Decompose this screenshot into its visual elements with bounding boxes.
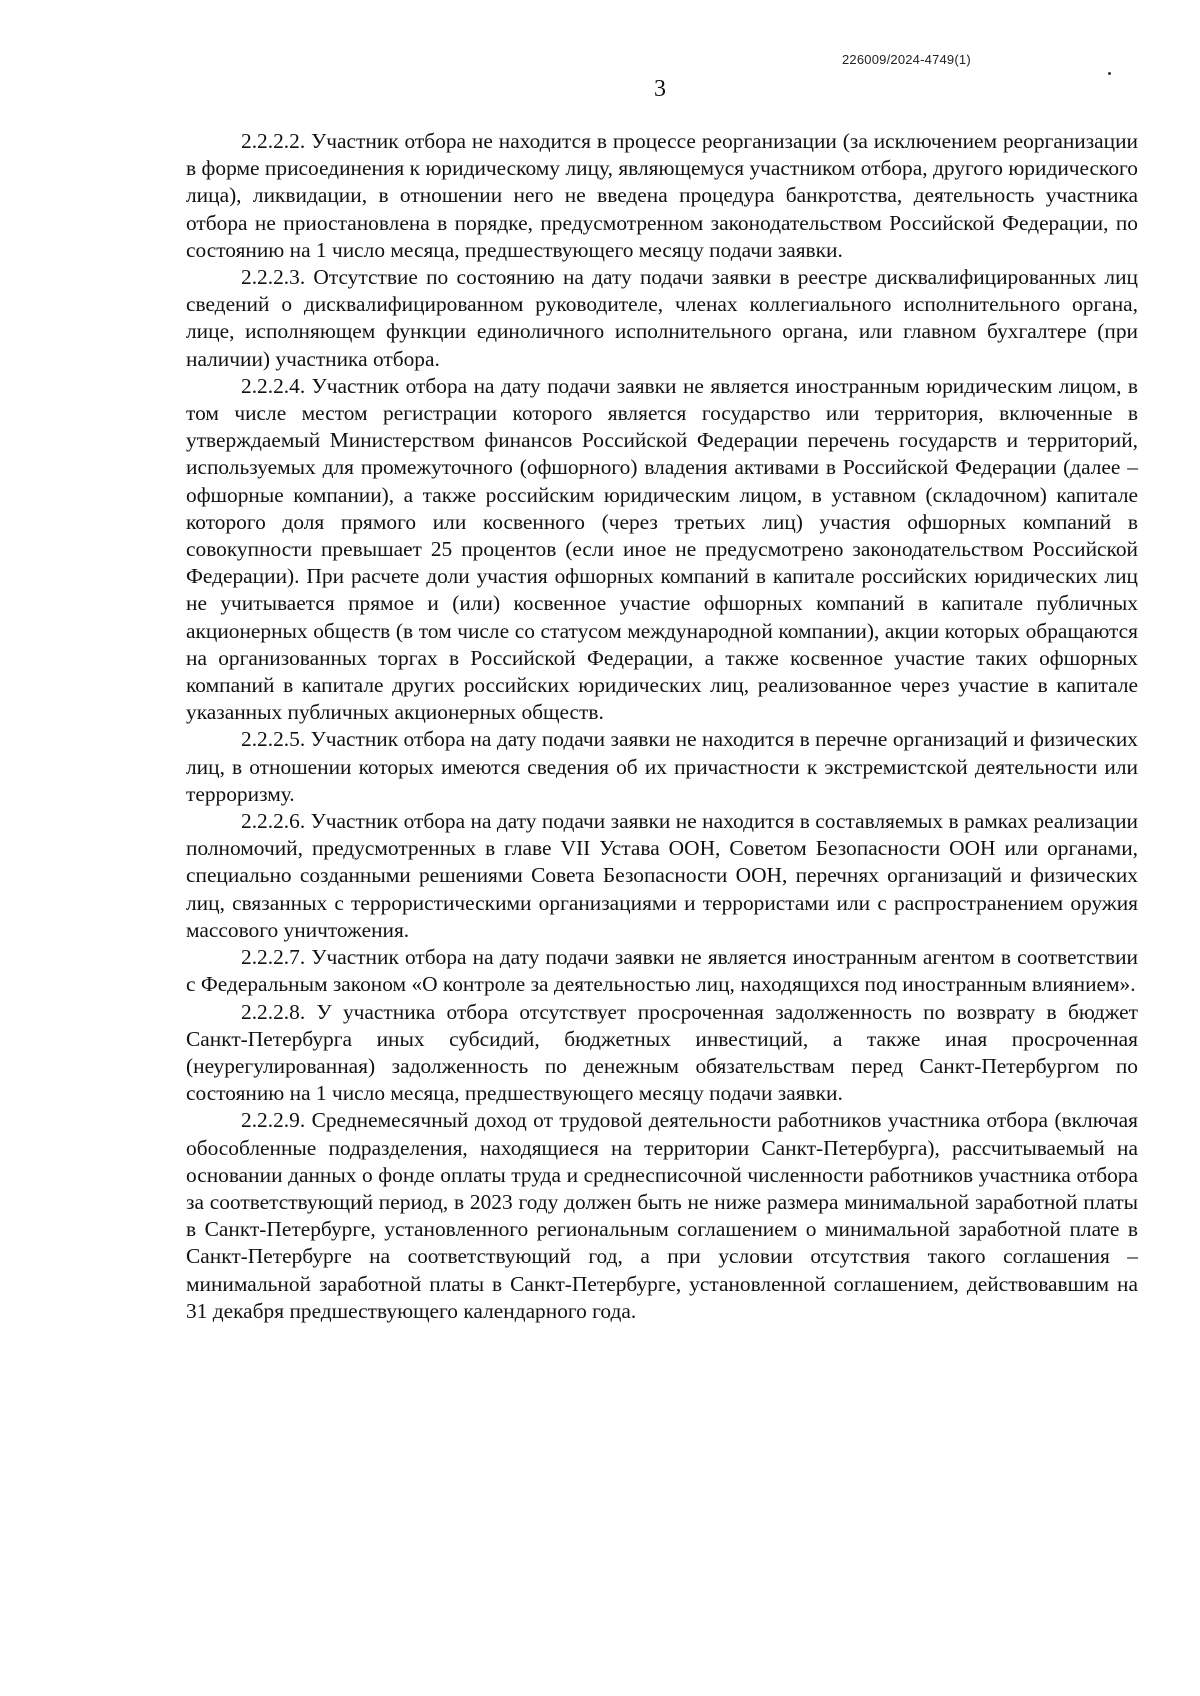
paragraph-2-2-2-5: 2.2.2.5. Участник отбора на дату подачи заявки не находится в перечне организаций и физических лиц, в отношении которых имеются сведения об их причастности к экстремистской деятельности или терроризму.: [186, 727, 1138, 806]
paragraph-2-2-2-2: 2.2.2.2. Участник отбора не находится в процессе реорганизации (за исключением реорганизации в форме присоединения к юридическому лицу, являющемуся участником отбора, другого юридического лица), ликвидации, в отношении него не введена процедура банкротства, деятельность участника отбора не приостановлена в порядке, предусмотренном законодательством Российской Федерации, по состоянию на 1 число месяца, предшествующего месяцу подачи заявки.: [186, 129, 1138, 262]
paragraph-2-2-2-4: 2.2.2.4. Участник отбора на дату подачи заявки не является иностранным юридическим лицом, в том числе местом регистрации которого является государство или территория, включенные в утверждаемый Министерством финансов Российской Федерации перечень государств и территорий, используемых для промежуточного (офшорного) владения активами в Российской Федерации (далее – офшорные компании), а также российским юридическим лицом, в уставном (складочном) капитале которого доля прямого или косвенного (через третьих лиц) участия офшорных компаний в совокупности превышает 25 процентов (если иное не предусмотрено законодательством Российской Федерации). При расчете доли участия офшорных компаний в капитале российских юридических лиц не учитывается прямое и (или) косвенное участие офшорных компаний в капитале публичных акционерных обществ (в том числе со статусом международной компании), акции которых обращаются на организованных торгах в Российской Федерации, а также косвенное участие таких офшорных компаний в капитале других российских юридических лиц, реализованное через участие в капитале указанных публичных акционерных обществ.: [186, 373, 1138, 725]
paragraph-2-2-2-8: 2.2.2.8. У участника отбора отсутствует просроченная задолженность по возврату в бюджет Санкт-Петербурга иных субсидий, бюджетных инвестиций, а также иная просроченная (неурегулированная) задолженность по денежным обязательствам перед Санкт-Петербургом по состоянию на 1 число месяца, предшествующего месяцу подачи заявки.: [186, 999, 1138, 1106]
paragraph-2-2-2-7: 2.2.2.7. Участник отбора на дату подачи заявки не является иностранным агентом в соответствии с Федеральным законом «О контроле за деятельностью лиц, находящихся под иностранным влиянием».: [186, 945, 1138, 997]
paragraph-2-2-2-6: 2.2.2.6. Участник отбора на дату подачи заявки не находится в составляемых в рамках реализации полномочий, предусмотренных в главе VII Устава ООН, Советом Безопасности ООН или органами, специально созданными решениями Совета Безопасности ООН, перечнях организаций и физических лиц, связанных с террористическими организациями и террористами или с распространением оружия массового уничтожения.: [186, 809, 1138, 942]
scan-dot-mark: [1108, 72, 1111, 75]
page-number: 3: [654, 76, 666, 102]
document-registration-number: 226009/2024-4749(1): [842, 52, 971, 67]
document-body: [186, 128, 1138, 1325]
paragraph-2-2-2-3: 2.2.2.3. Отсутствие по состоянию на дату подачи заявки в реестре дисквалифицированных лиц сведений о дисквалифицированном руководителе, членах коллегиального исполнительного органа, лице, исполняющем функции единоличного исполнительного органа, или главном бухгалтере (при наличии) участника отбора.: [186, 265, 1138, 371]
paragraph-2-2-2-9: 2.2.2.9. Среднемесячный доход от трудовой деятельности работников участника отбора (включая обособленные подразделения, находящиеся на территории Санкт-Петербурга), рассчитываемый на основании данных о фонде оплаты труда и среднесписочной численности работников участника отбора за соответствующий период, в 2023 году должен быть не ниже размера минимальной заработной платы в Санкт-Петербурге, установленного региональным соглашением о минимальной заработной плате в Санкт-Петербурге на соответствующий год, а при условии отсутствия такого соглашения – минимальной заработной платы в Санкт-Петербурге, установленной соглашением, действовавшим на 31 декабря предшествующего календарного года.: [186, 1108, 1138, 1323]
